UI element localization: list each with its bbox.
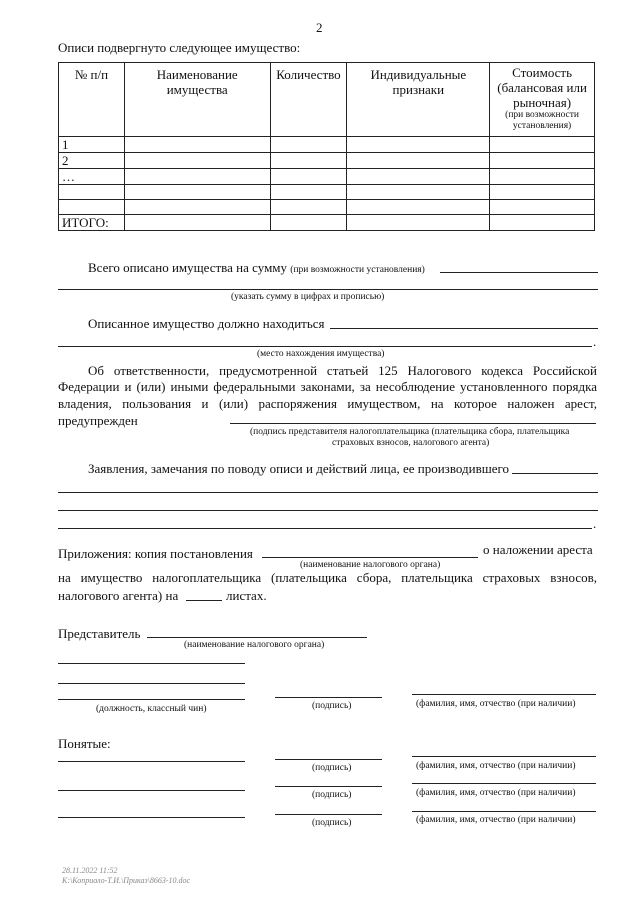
sum-note: (при возможности установления) (290, 265, 425, 275)
witness-3-signature-line[interactable] (275, 814, 382, 815)
attachments-line-3-end: листах. (226, 588, 267, 603)
statements-field-line-2[interactable] (58, 492, 598, 493)
responsibility-line-4: предупрежден (58, 413, 138, 428)
intro-text: Описи подвергнуто следующее имущество: (58, 40, 301, 55)
header-num: № п/п (59, 63, 125, 137)
position-line-2[interactable] (58, 683, 245, 684)
table-header-row (59, 63, 595, 137)
header-features: Индивидуальные признаки (347, 63, 490, 137)
table-total-row (59, 215, 595, 231)
page-number: 2 (316, 20, 323, 35)
responsibility-line-3: владения, пользования и (или) распоряжения имуществом, на которое наложен арест, (58, 396, 597, 411)
position-line-1[interactable] (58, 663, 245, 664)
position-caption: (должность, классный чин) (96, 704, 207, 714)
attachments-sheets-line[interactable] (186, 600, 222, 601)
position-line-3[interactable] (58, 699, 245, 700)
witness-1-fio-caption: (фамилия, имя, отчество (при наличии) (416, 761, 576, 771)
witness-2-fio-line[interactable] (412, 783, 596, 784)
witness-3-fio-line[interactable] (412, 811, 596, 812)
attachments-organ-line[interactable] (262, 557, 478, 558)
attachments-suffix: о наложении ареста (483, 542, 593, 557)
witnesses-label: Понятые: (58, 736, 111, 751)
footer-path: К:\Коприоло-Т.И.\Приказ\8663-10.doc (62, 876, 191, 885)
witness-2-signature-line[interactable] (275, 786, 382, 787)
location-field-line[interactable] (330, 328, 598, 329)
sum-caption: (указать сумму в цифрах и прописью) (231, 292, 385, 302)
header-cost-main: Стоимость (балансовая или рыночная) (497, 65, 587, 110)
witness-2-name-line[interactable] (58, 790, 245, 791)
table-row (59, 185, 595, 200)
table-row (59, 200, 595, 215)
representative-signature-caption: (подпись) (312, 701, 352, 711)
responsibility-caption-2: страховых взносов, налогового агента) (332, 438, 490, 448)
sum-text: Всего описано имущества на сумму (88, 260, 288, 275)
header-name: Наименование имущества (124, 63, 270, 137)
representative-caption: (наименование налогового органа) (184, 640, 325, 650)
table-row (59, 137, 595, 153)
header-cost-note: (при возможности установления) (505, 110, 580, 131)
representative-label: Представитель (58, 626, 141, 641)
row-number: … (59, 169, 125, 185)
witness-1-fio-line[interactable] (412, 756, 596, 757)
sum-field-line-2[interactable] (58, 289, 598, 290)
table-row (59, 169, 595, 185)
table-row (59, 153, 595, 169)
witness-1-signature-line[interactable] (275, 759, 382, 760)
witness-3-name-line[interactable] (58, 817, 245, 818)
location-caption: (место нахождения имущества) (257, 349, 385, 359)
witness-2-fio-caption: (фамилия, имя, отчество (при наличии) (416, 788, 576, 798)
representative-signature-line[interactable] (275, 697, 382, 698)
witness-3-fio-caption: (фамилия, имя, отчество (при наличии) (416, 815, 576, 825)
witness-1-signature-caption: (подпись) (312, 763, 352, 773)
statements-field-line-3[interactable] (58, 510, 598, 511)
location-field-line-2[interactable] (58, 346, 592, 347)
statements-field-line[interactable] (512, 473, 598, 474)
header-qty: Количество (270, 63, 347, 137)
row-number (59, 185, 125, 200)
representative-fio-caption: (фамилия, имя, отчество (при наличии) (416, 699, 576, 709)
witness-1-name-line[interactable] (58, 761, 245, 762)
attachments-caption: (наименование налогового органа) (300, 560, 441, 570)
footer-timestamp: 28.11.2022 11:52 (62, 866, 118, 875)
warning-signature-line[interactable] (230, 423, 596, 424)
row-number: 2 (59, 153, 125, 169)
responsibility-line-1: Об ответственности, предусмотренной статьей 125 Налогового кодекса Российской (88, 363, 597, 378)
representative-organ-line[interactable] (147, 637, 367, 638)
location-text: Описанное имущество должно находиться (88, 316, 325, 331)
row-number (59, 200, 125, 215)
attachments-line-2: на имущество налогоплательщика (плательщика сбора, плательщика страховых взносов, (58, 570, 597, 585)
header-cost (490, 63, 595, 137)
attachments-prefix: Приложения: копия постановления (58, 546, 253, 561)
representative-fio-line[interactable] (412, 694, 596, 695)
responsibility-line-2: Федерации и (или) иными федеральными законами, за несоблюдение установленного порядка (58, 379, 597, 394)
total-label: ИТОГО: (59, 215, 125, 231)
statements-field-line-4[interactable] (58, 528, 592, 529)
row-number: 1 (59, 137, 125, 153)
responsibility-caption-1: (подпись представителя налогоплательщика (плательщика сбора, плательщика (250, 427, 570, 437)
sum-label (88, 259, 425, 277)
witness-3-signature-caption: (подпись) (312, 818, 352, 828)
sum-field-line[interactable] (440, 272, 598, 273)
witness-2-signature-caption: (подпись) (312, 790, 352, 800)
statements-text: Заявления, замечания по поводу описи и действий лица, ее производившего (88, 461, 509, 476)
attachments-line-3-start: налогового агента) на (58, 588, 179, 603)
inventory-table (58, 62, 595, 231)
